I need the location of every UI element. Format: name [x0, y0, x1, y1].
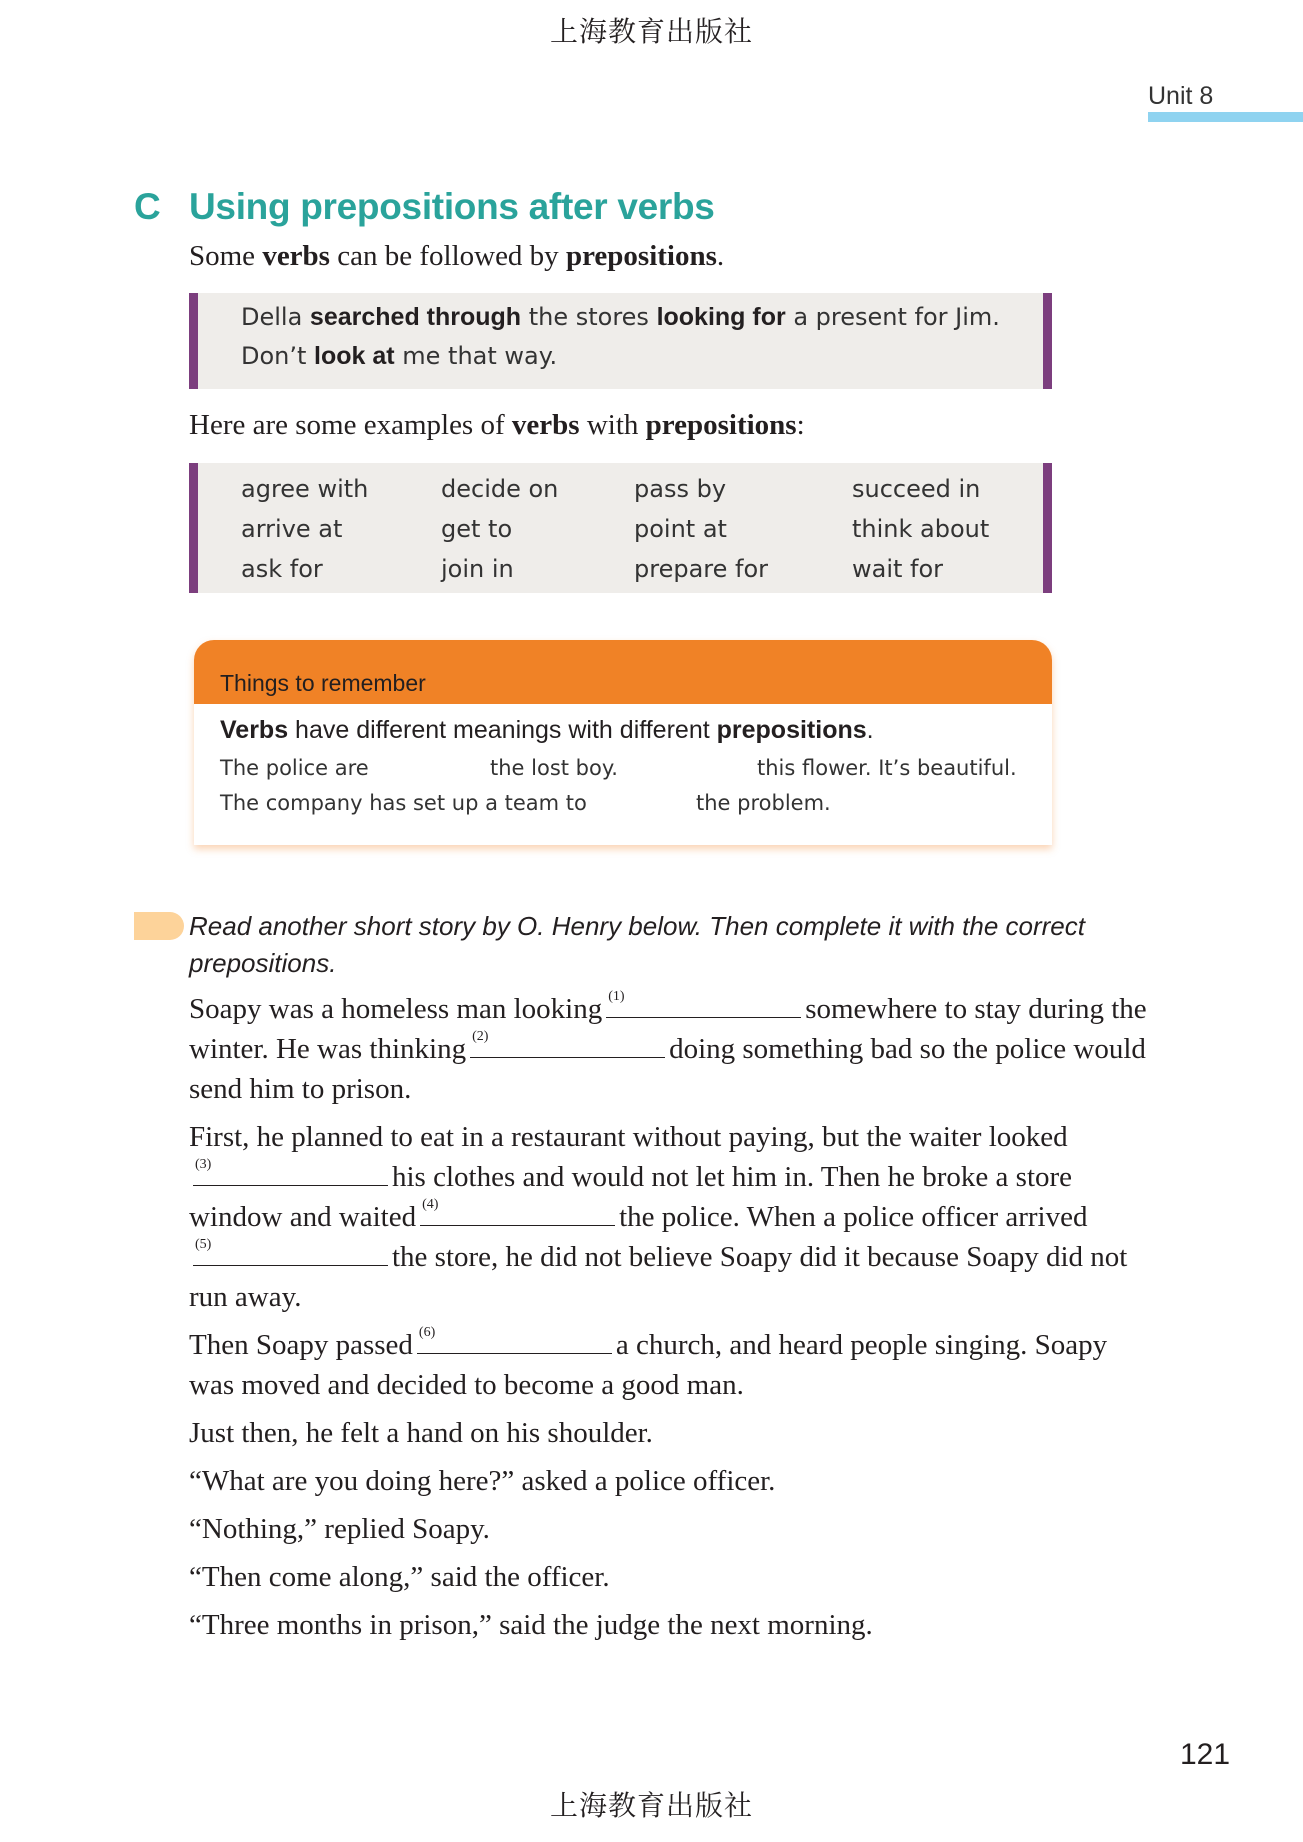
exercise-instruction: Read another short story by O. Henry below. Then complete it with the correct prepositions.: [189, 911, 1085, 978]
blank-input[interactable]: (4): [420, 1197, 615, 1226]
verb-item: prepare for: [634, 555, 769, 583]
verb-item: agree with: [241, 475, 369, 503]
story-line: “Then come along,” said the officer.: [189, 1561, 610, 1593]
remember-body: [220, 716, 1032, 815]
verb-item: join in: [441, 555, 514, 583]
story-line: “Nothing,” replied Soapy.: [189, 1513, 490, 1545]
section-title: Using prepositions after verbs: [189, 186, 715, 227]
verb-item: think about: [852, 515, 990, 543]
verb-item: arrive at: [241, 515, 343, 543]
blank-input[interactable]: (2): [470, 1029, 665, 1058]
publisher-footer: 上海教育出版社: [549, 1789, 753, 1822]
blank-input[interactable]: (6): [417, 1325, 612, 1354]
things-to-remember-box: [194, 640, 1052, 845]
remember-rule: Verbs have different meanings with different prepositions.: [220, 716, 874, 744]
verb-item: decide on: [441, 475, 559, 503]
story-paragraph: Soapy was a homeless man looking (1) somewhere to stay during the winter. He was thinking (2) doing something bad so the police would send him to prison.: [189, 989, 1147, 1105]
story-line: Just then, he felt a hand on his shoulder.: [189, 1417, 653, 1449]
story-paragraph: Then Soapy passed (6) a church, and heard people singing. Soapy was moved and decided to become a good man.: [189, 1325, 1108, 1401]
verb-item: wait for: [852, 555, 944, 583]
blank-input[interactable]: (1): [606, 989, 801, 1018]
verb-grid: [241, 471, 1043, 587]
section-letter: C: [134, 186, 161, 227]
story-line: “Three months in prison,” said the judge the next morning.: [189, 1609, 873, 1641]
verb-item: get to: [441, 515, 513, 543]
publisher-header: 上海教育出版社: [549, 15, 753, 48]
unit-accent-bar: [1148, 112, 1303, 122]
verb-list-box: [189, 463, 1052, 593]
remember-heading: Things to remember: [220, 670, 426, 696]
story-text: [189, 989, 1149, 1653]
example-box: [189, 293, 1052, 389]
page-number: 121: [1180, 1738, 1231, 1771]
example-sentence: Don’t look at me that way.: [241, 342, 558, 370]
remember-example-part: this flower. It’s beautiful.: [757, 756, 1017, 780]
verb-item: point at: [634, 515, 727, 543]
blank-input[interactable]: (3): [193, 1157, 388, 1186]
example-sentence: Della searched through the stores looking for a present for Jim.: [241, 303, 1000, 331]
examples-intro: Here are some examples of verbs with prepositions:: [189, 409, 805, 441]
unit-label: Unit 8: [1148, 82, 1214, 110]
section-intro: Some verbs can be followed by prepositions.: [189, 240, 725, 272]
remember-header: [194, 640, 1052, 704]
verb-item: ask for: [241, 555, 323, 583]
remember-example-part: The company has set up a team to: [220, 791, 587, 815]
story-line: “What are you doing here?” asked a police officer.: [189, 1465, 776, 1497]
verb-item: succeed in: [852, 475, 981, 503]
blank-input[interactable]: (5): [193, 1237, 388, 1266]
task-marker-icon: [134, 912, 184, 940]
remember-example-part: the problem.: [696, 791, 831, 815]
remember-example-part: the lost boy.: [490, 756, 618, 780]
remember-example-part: The police are: [220, 756, 369, 780]
verb-item: pass by: [634, 475, 727, 503]
story-paragraph: First, he planned to eat in a restaurant without paying, but the waiter looked (3) his clothes and would not let him in. Then he broke a store window and waited (4) the police. When a police officer arrived (5) the store, he did not believe Soapy did it because Soapy did not run away.: [189, 1121, 1128, 1313]
